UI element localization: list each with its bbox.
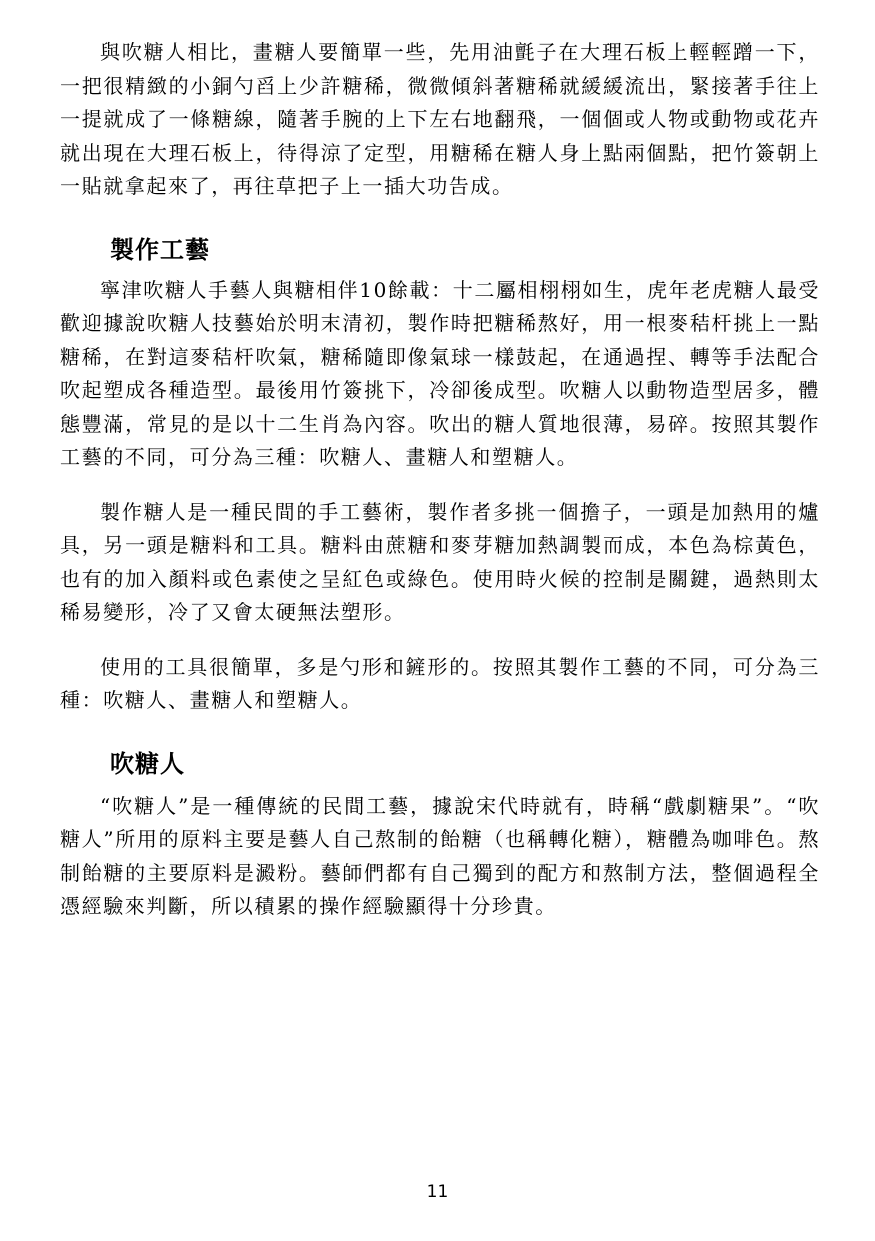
paragraph-craft-materials: 製作糖人是一種民間的手工藝術，製作者多挑一個擔子，一頭是加熱用的爐具，另一頭是糖料和工具。糖料由蔗糖和麥芽糖加熱調製而成，本色為棕黃色，也有的加入顏料或色素使之呈紅色或綠色。使用時火候的控制是關鍵，過熱則太稀易變形，冷了又會太硬無法塑形。 [60, 499, 820, 624]
document-body [60, 36, 820, 924]
page-number: 11 [426, 1182, 449, 1202]
paragraph-craft-intro: 寧津吹糖人手藝人與糖相伴10餘載：十二屬相栩栩如生，虎年老虎糖人最受歡迎據說吹糖人技藝始於明末清初，製作時把糖稀熬好，用一根麥秸杆挑上一點糖稀，在對這麥秸杆吹氣，糖稀隨即像氣球一樣鼓起，在通過捏、轉等手法配合吹起塑成各種造型。最後用竹簽挑下，冷卻後成型。吹糖人以動物造型居多，體態豐滿，常見的是以十二生肖為內容。吹出的糖人質地很薄，易碎。按照其製作工藝的不同，可分為三種：吹糖人、畫糖人和塑糖人。 [60, 277, 820, 469]
section-heading-blown-sugar: 吹糖人 [110, 749, 185, 778]
paragraph-craft-tools: 使用的工具很簡單，多是勺形和鏟形的。按照其製作工藝的不同，可分為三種：吹糖人、畫糖人和塑糖人。 [60, 654, 820, 712]
paragraph-blown-sugar: “吹糖人”是一種傳統的民間工藝，據說宋代時就有，時稱“戲劇糖果”。“吹糖人”所用的原料主要是藝人自己熬制的飴糖（也稱轉化糖），糖體為咖啡色。熬制飴糖的主要原料是澱粉。藝師們都有自己獨到的配方和熬制方法，整個過程全憑經驗來判斷，所以積累的操作經驗顯得十分珍貴。 [60, 793, 820, 918]
paragraph-sugar-painting: 與吹糖人相比，畫糖人要簡單一些，先用油氈子在大理石板上輕輕蹭一下，一把很精緻的小銅勺舀上少許糖稀，微微傾斜著糖稀就緩緩流出，緊接著手往上一提就成了一條糖線，隨著手腕的上下左右地翻飛，一個個或人物或動物或花卉就出現在大理石板上，待得涼了定型，用糖稀在糖人身上點兩個點，把竹簽朝上一貼就拿起來了，再往草把子上一插大功告成。 [60, 40, 820, 198]
section-heading-craft: 製作工藝 [110, 235, 210, 264]
